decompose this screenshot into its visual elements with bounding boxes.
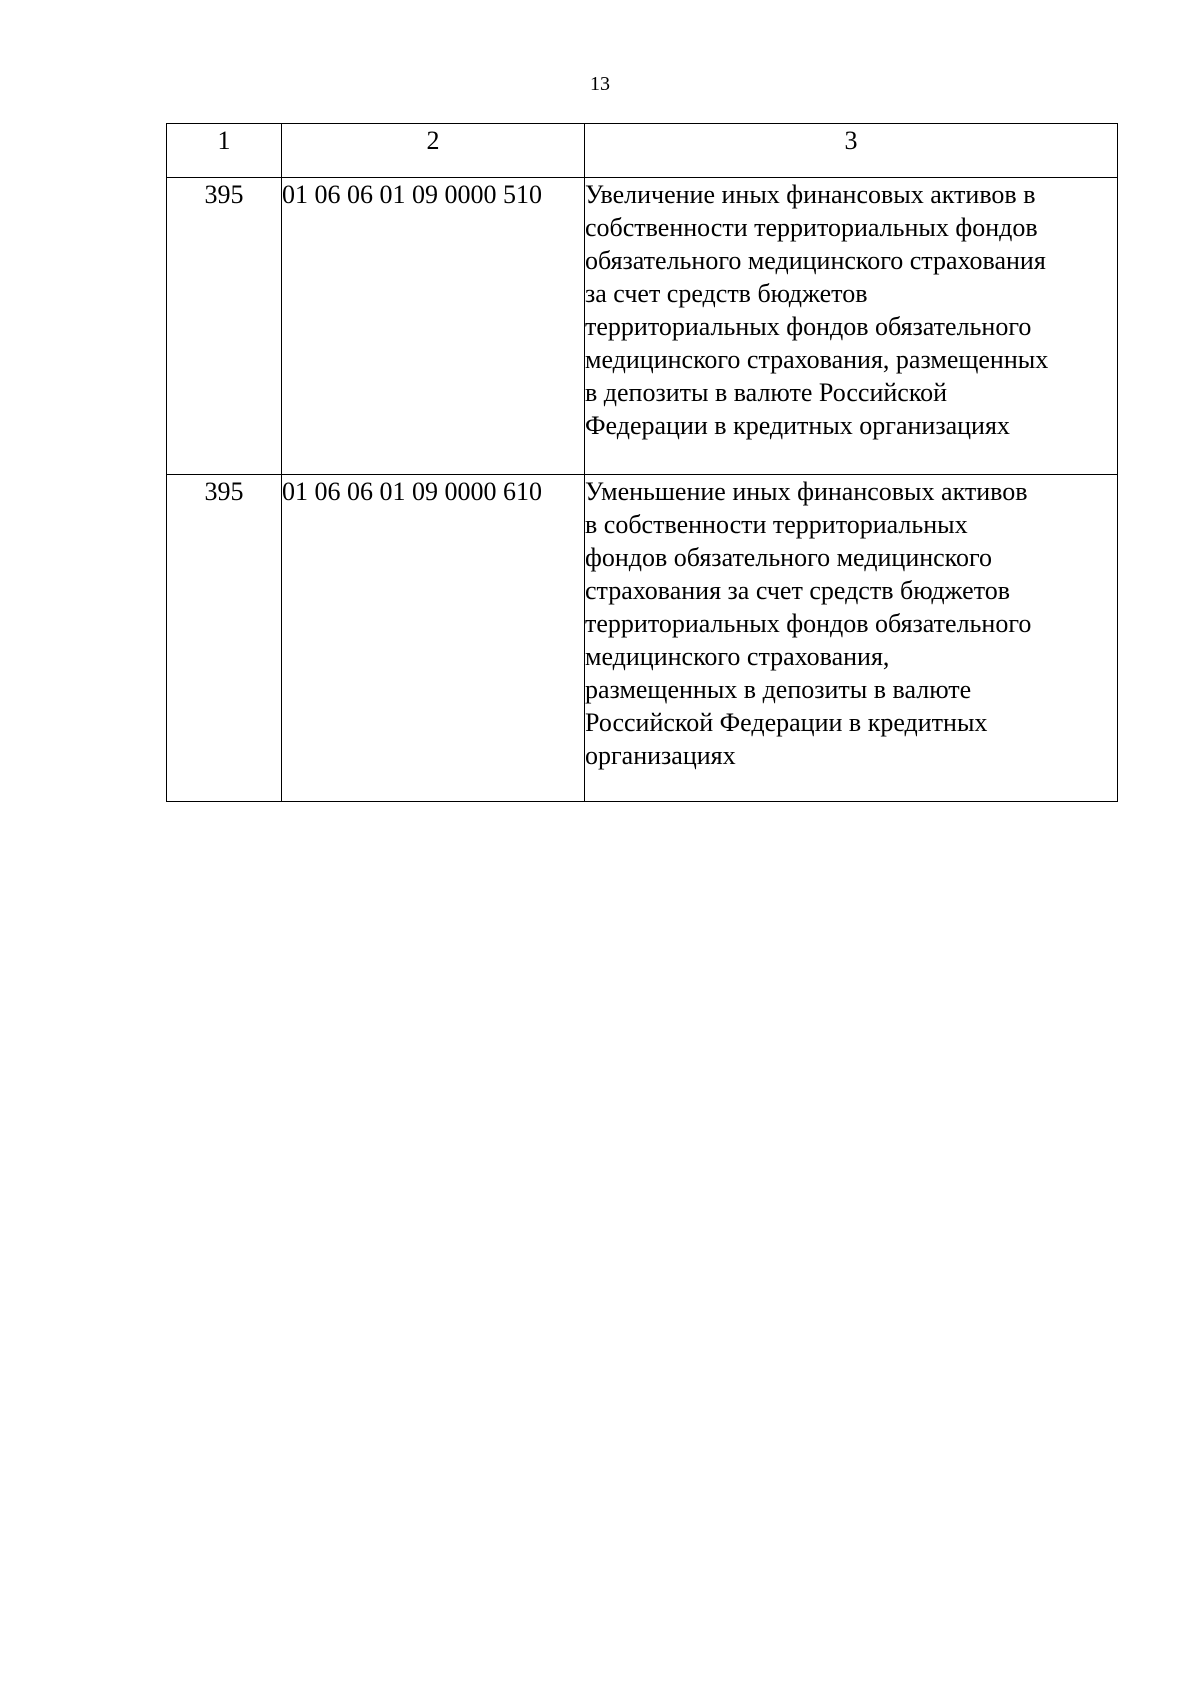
description-line: территориальных фондов обязательного	[585, 312, 1032, 341]
description-line: в депозиты в валюте Российской	[585, 378, 948, 407]
description-line: страхования за счет средств бюджетов	[585, 576, 1011, 605]
budget-classification-table	[166, 123, 1118, 802]
description-cell	[585, 475, 1118, 802]
description-line: собственности территориальных фондов	[585, 213, 1038, 242]
description-line: Увеличение иных финансовых активов в	[585, 180, 1036, 209]
header-col-3: 3	[585, 124, 1118, 178]
header-col-1: 1	[167, 124, 282, 178]
description-line: Федерации в кредитных организациях	[585, 411, 1010, 440]
header-col-2: 2	[282, 124, 585, 178]
page-number: 13	[590, 73, 610, 95]
description-line: фондов обязательного медицинского	[585, 543, 993, 572]
description-cell	[585, 178, 1118, 475]
classification-code-cell: 01 06 06 01 09 0000 510	[282, 178, 585, 475]
description-line: Российской Федерации в кредитных	[585, 708, 988, 737]
description-line: за счет средств бюджетов	[585, 279, 868, 308]
description-line: размещенных в депозиты в валюте	[585, 675, 972, 704]
description-line: территориальных фондов обязательного	[585, 609, 1032, 638]
description-line: медицинского страхования, размещенных	[585, 345, 1049, 374]
description-line: Уменьшение иных финансовых активов	[585, 477, 1028, 506]
description-line: медицинского страхования,	[585, 642, 890, 671]
table-header-row	[167, 124, 1118, 178]
admin-code-cell: 395	[167, 178, 282, 475]
classification-code-cell: 01 06 06 01 09 0000 610	[282, 475, 585, 802]
table-row	[167, 475, 1118, 802]
table-row	[167, 178, 1118, 475]
description-line: в собственности территориальных	[585, 510, 968, 539]
admin-code-cell: 395	[167, 475, 282, 802]
description-line: организациях	[585, 741, 736, 770]
description-line: обязательного медицинского страхования	[585, 246, 1046, 275]
